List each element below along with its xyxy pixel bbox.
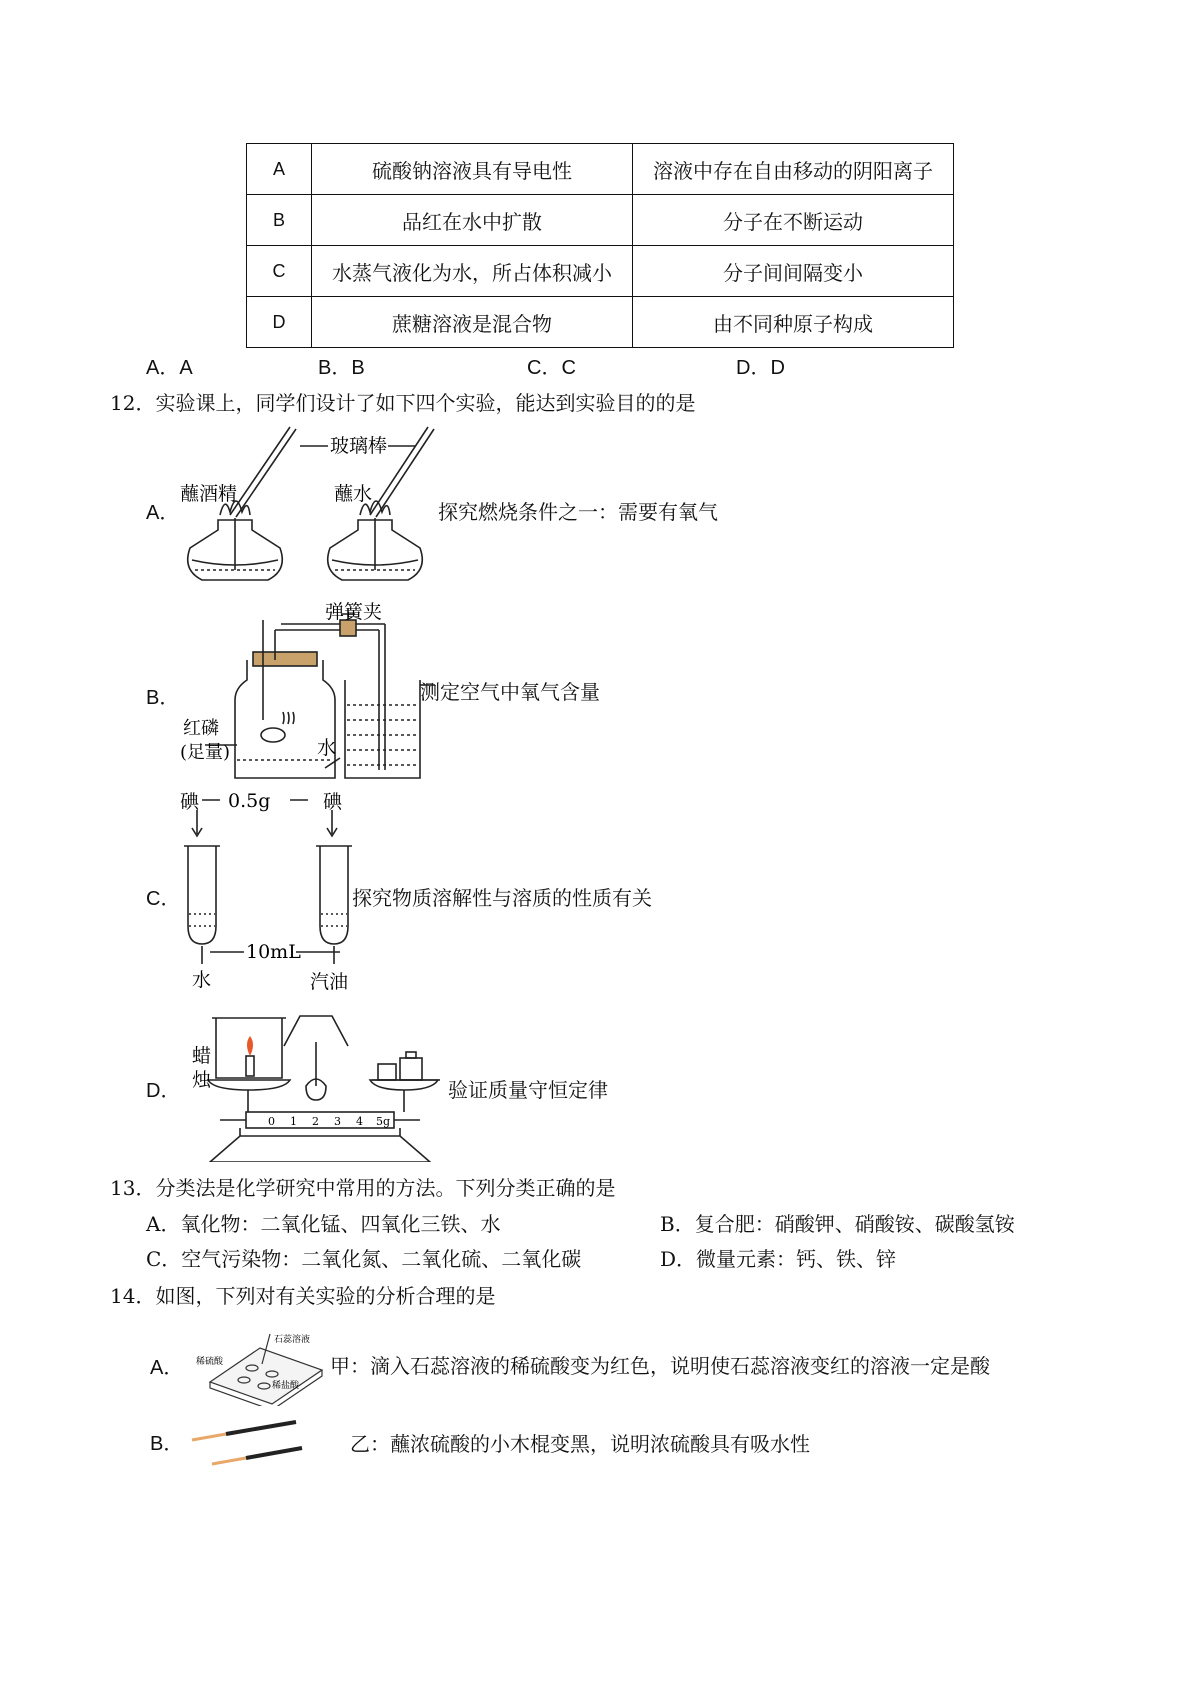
q12-option-c-text: 探究物质溶解性与溶质的性质有关 bbox=[352, 886, 652, 910]
flame-icon bbox=[247, 1036, 253, 1056]
q13-option-c[interactable]: C．空气污染物：二氧化氮、二氧化硫、二氧化碳 bbox=[146, 1247, 582, 1271]
wooden-sticks-figure bbox=[186, 1416, 346, 1470]
label-iodine-2: 碘 bbox=[323, 791, 343, 813]
q12-option-a-letter[interactable]: A． bbox=[146, 502, 180, 524]
row-label: A bbox=[247, 144, 312, 195]
scale-tick: 0 bbox=[268, 1115, 275, 1128]
label-spring-clip: 弹簧夹 bbox=[325, 601, 383, 623]
row-explanation: 分子间间隔变小 bbox=[633, 246, 954, 297]
q11-option-d[interactable]: D．D bbox=[736, 357, 785, 379]
row-label: D bbox=[247, 297, 312, 348]
scale-tick: 2 bbox=[312, 1115, 319, 1128]
q13-option-a[interactable]: A．氧化物：二氧化锰、四氧化三铁、水 bbox=[146, 1212, 501, 1236]
row-explanation: 由不同种原子构成 bbox=[633, 297, 954, 348]
label-glass-rod: 玻璃棒 bbox=[330, 435, 388, 457]
q14-stem: 14．如图，下列对有关实验的分析合理的是 bbox=[110, 1284, 496, 1308]
table-row bbox=[247, 195, 954, 246]
row-phenomenon: 水蒸气液化为水，所占体积减小 bbox=[312, 246, 633, 297]
q14-option-a-text: 甲：滴入石蕊溶液的稀硫酸变为红色，说明使石蕊溶液变红的溶液一定是酸 bbox=[330, 1354, 990, 1378]
q14-option-b-text: 乙：蘸浓硫酸的小木棍变黑，说明浓硫酸具有吸水性 bbox=[350, 1432, 810, 1456]
alcohol-lamps-figure bbox=[170, 420, 440, 600]
q11-option-b[interactable]: B．B bbox=[318, 357, 365, 379]
label-candle-2: 烛 bbox=[192, 1069, 212, 1091]
label-volume: 10mL bbox=[246, 941, 301, 963]
scale-tick: 3 bbox=[334, 1115, 341, 1128]
q12-option-b-letter[interactable]: B． bbox=[146, 687, 180, 709]
q12-option-c-letter[interactable]: C． bbox=[146, 888, 181, 910]
label-mass: 0.5g bbox=[228, 790, 271, 812]
row-phenomenon: 蔗糖溶液是混合物 bbox=[312, 297, 633, 348]
balance-candle-figure bbox=[180, 1012, 440, 1162]
q14-option-b-letter[interactable]: B． bbox=[150, 1433, 184, 1455]
row-explanation: 分子在不断运动 bbox=[633, 195, 954, 246]
q13-option-d[interactable]: D．微量元素：钙、铁、锌 bbox=[660, 1247, 897, 1271]
table-row bbox=[247, 297, 954, 348]
label-red-phosphorus: 红磷 bbox=[183, 718, 219, 739]
q14-option-a-letter[interactable]: A． bbox=[150, 1357, 184, 1379]
spot-plate-figure bbox=[196, 1330, 326, 1406]
label-alcohol: 蘸酒精 bbox=[180, 483, 238, 505]
scale-tick: 1 bbox=[290, 1115, 297, 1128]
label-litmus: 石蕊溶液 bbox=[274, 1335, 311, 1345]
q11-table bbox=[246, 143, 954, 348]
label-water-b: 水 bbox=[317, 737, 337, 759]
table-row bbox=[247, 144, 954, 195]
row-phenomenon: 硫酸钠溶液具有导电性 bbox=[312, 144, 633, 195]
q13-stem: 13．分类法是化学研究中常用的方法。下列分类正确的是 bbox=[110, 1176, 616, 1200]
q11-option-a[interactable]: A．A bbox=[146, 357, 193, 379]
q12-option-b-text: 测定空气中氧气含量 bbox=[420, 680, 600, 704]
label-dilute-sulfuric: 稀硫酸 bbox=[196, 1357, 224, 1367]
oxygen-content-apparatus bbox=[175, 600, 435, 780]
label-gasoline: 汽油 bbox=[310, 971, 349, 993]
label-water-c: 水 bbox=[192, 969, 212, 991]
q12-stem: 12．实验课上，同学们设计了如下四个实验，能达到实验目的的是 bbox=[110, 391, 696, 415]
solubility-test-tubes bbox=[180, 786, 360, 1004]
row-phenomenon: 品红在水中扩散 bbox=[312, 195, 633, 246]
q13-option-b[interactable]: B．复合肥：硝酸钾、硝酸铵、碳酸氢铵 bbox=[660, 1212, 1015, 1236]
scale-tick: 4 bbox=[356, 1115, 363, 1128]
row-label: B bbox=[247, 195, 312, 246]
q11-option-c[interactable]: C．C bbox=[527, 357, 576, 379]
label-candle-1: 蜡 bbox=[192, 1045, 212, 1067]
label-sufficient: (足量) bbox=[180, 742, 231, 763]
q12-option-d-text: 验证质量守恒定律 bbox=[448, 1078, 608, 1102]
q12-option-d-letter[interactable]: D． bbox=[146, 1080, 181, 1102]
label-dilute-hydrochloric: 稀盐酸 bbox=[272, 1381, 300, 1391]
label-iodine-1: 碘 bbox=[180, 791, 200, 813]
label-water: 蘸水 bbox=[334, 483, 373, 505]
row-explanation: 溶液中存在自由移动的阴阳离子 bbox=[633, 144, 954, 195]
row-label: C bbox=[247, 246, 312, 297]
q12-option-a-text: 探究燃烧条件之一：需要有氧气 bbox=[438, 500, 718, 524]
scale-tick: 5g bbox=[376, 1115, 391, 1128]
table-row bbox=[247, 246, 954, 297]
